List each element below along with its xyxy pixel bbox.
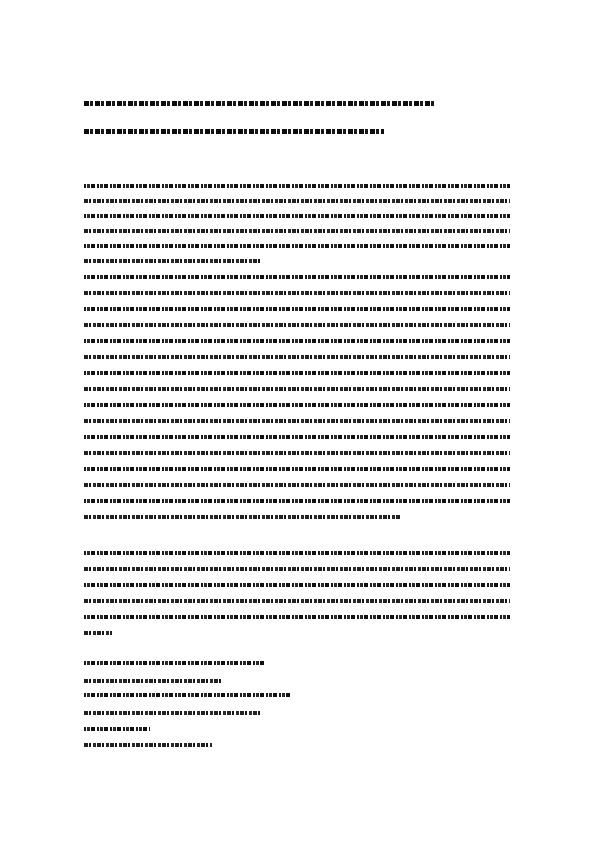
text-line: [84, 184, 510, 188]
text-line: [84, 339, 510, 343]
list-item: [84, 693, 292, 697]
text-line: [84, 599, 510, 603]
list-item: [84, 679, 222, 683]
text-line: [84, 615, 510, 619]
text-line: [84, 214, 510, 218]
text-line: [84, 499, 510, 503]
text-line: [84, 275, 510, 279]
text-line: [84, 387, 510, 391]
text-line: [84, 451, 510, 455]
text-line: [84, 291, 510, 295]
text-line: [84, 403, 510, 407]
text-line: [84, 323, 510, 327]
text-line: [84, 419, 510, 423]
heading-text-1: [0, 0, 1, 1]
text-line: [84, 307, 510, 311]
text-line: [84, 355, 510, 359]
heading-line-1: [84, 101, 434, 106]
text-line: [84, 631, 112, 635]
text-line: [84, 259, 260, 263]
list-item: [84, 743, 212, 747]
text-line: [84, 371, 510, 375]
text-line: [84, 551, 510, 555]
text-line: [84, 435, 510, 439]
text-line: [84, 483, 510, 487]
list-item: [84, 711, 260, 715]
list-item: [84, 661, 266, 665]
text-line: [84, 244, 510, 248]
text-line: [84, 567, 510, 571]
list-item: [84, 727, 150, 731]
text-line: [84, 229, 510, 233]
text-line: [84, 583, 510, 587]
heading-text-2: [0, 0, 1, 1]
text-line: [84, 199, 510, 203]
text-line: [84, 515, 400, 519]
heading-line-2: [84, 129, 384, 134]
text-line: [84, 467, 510, 471]
